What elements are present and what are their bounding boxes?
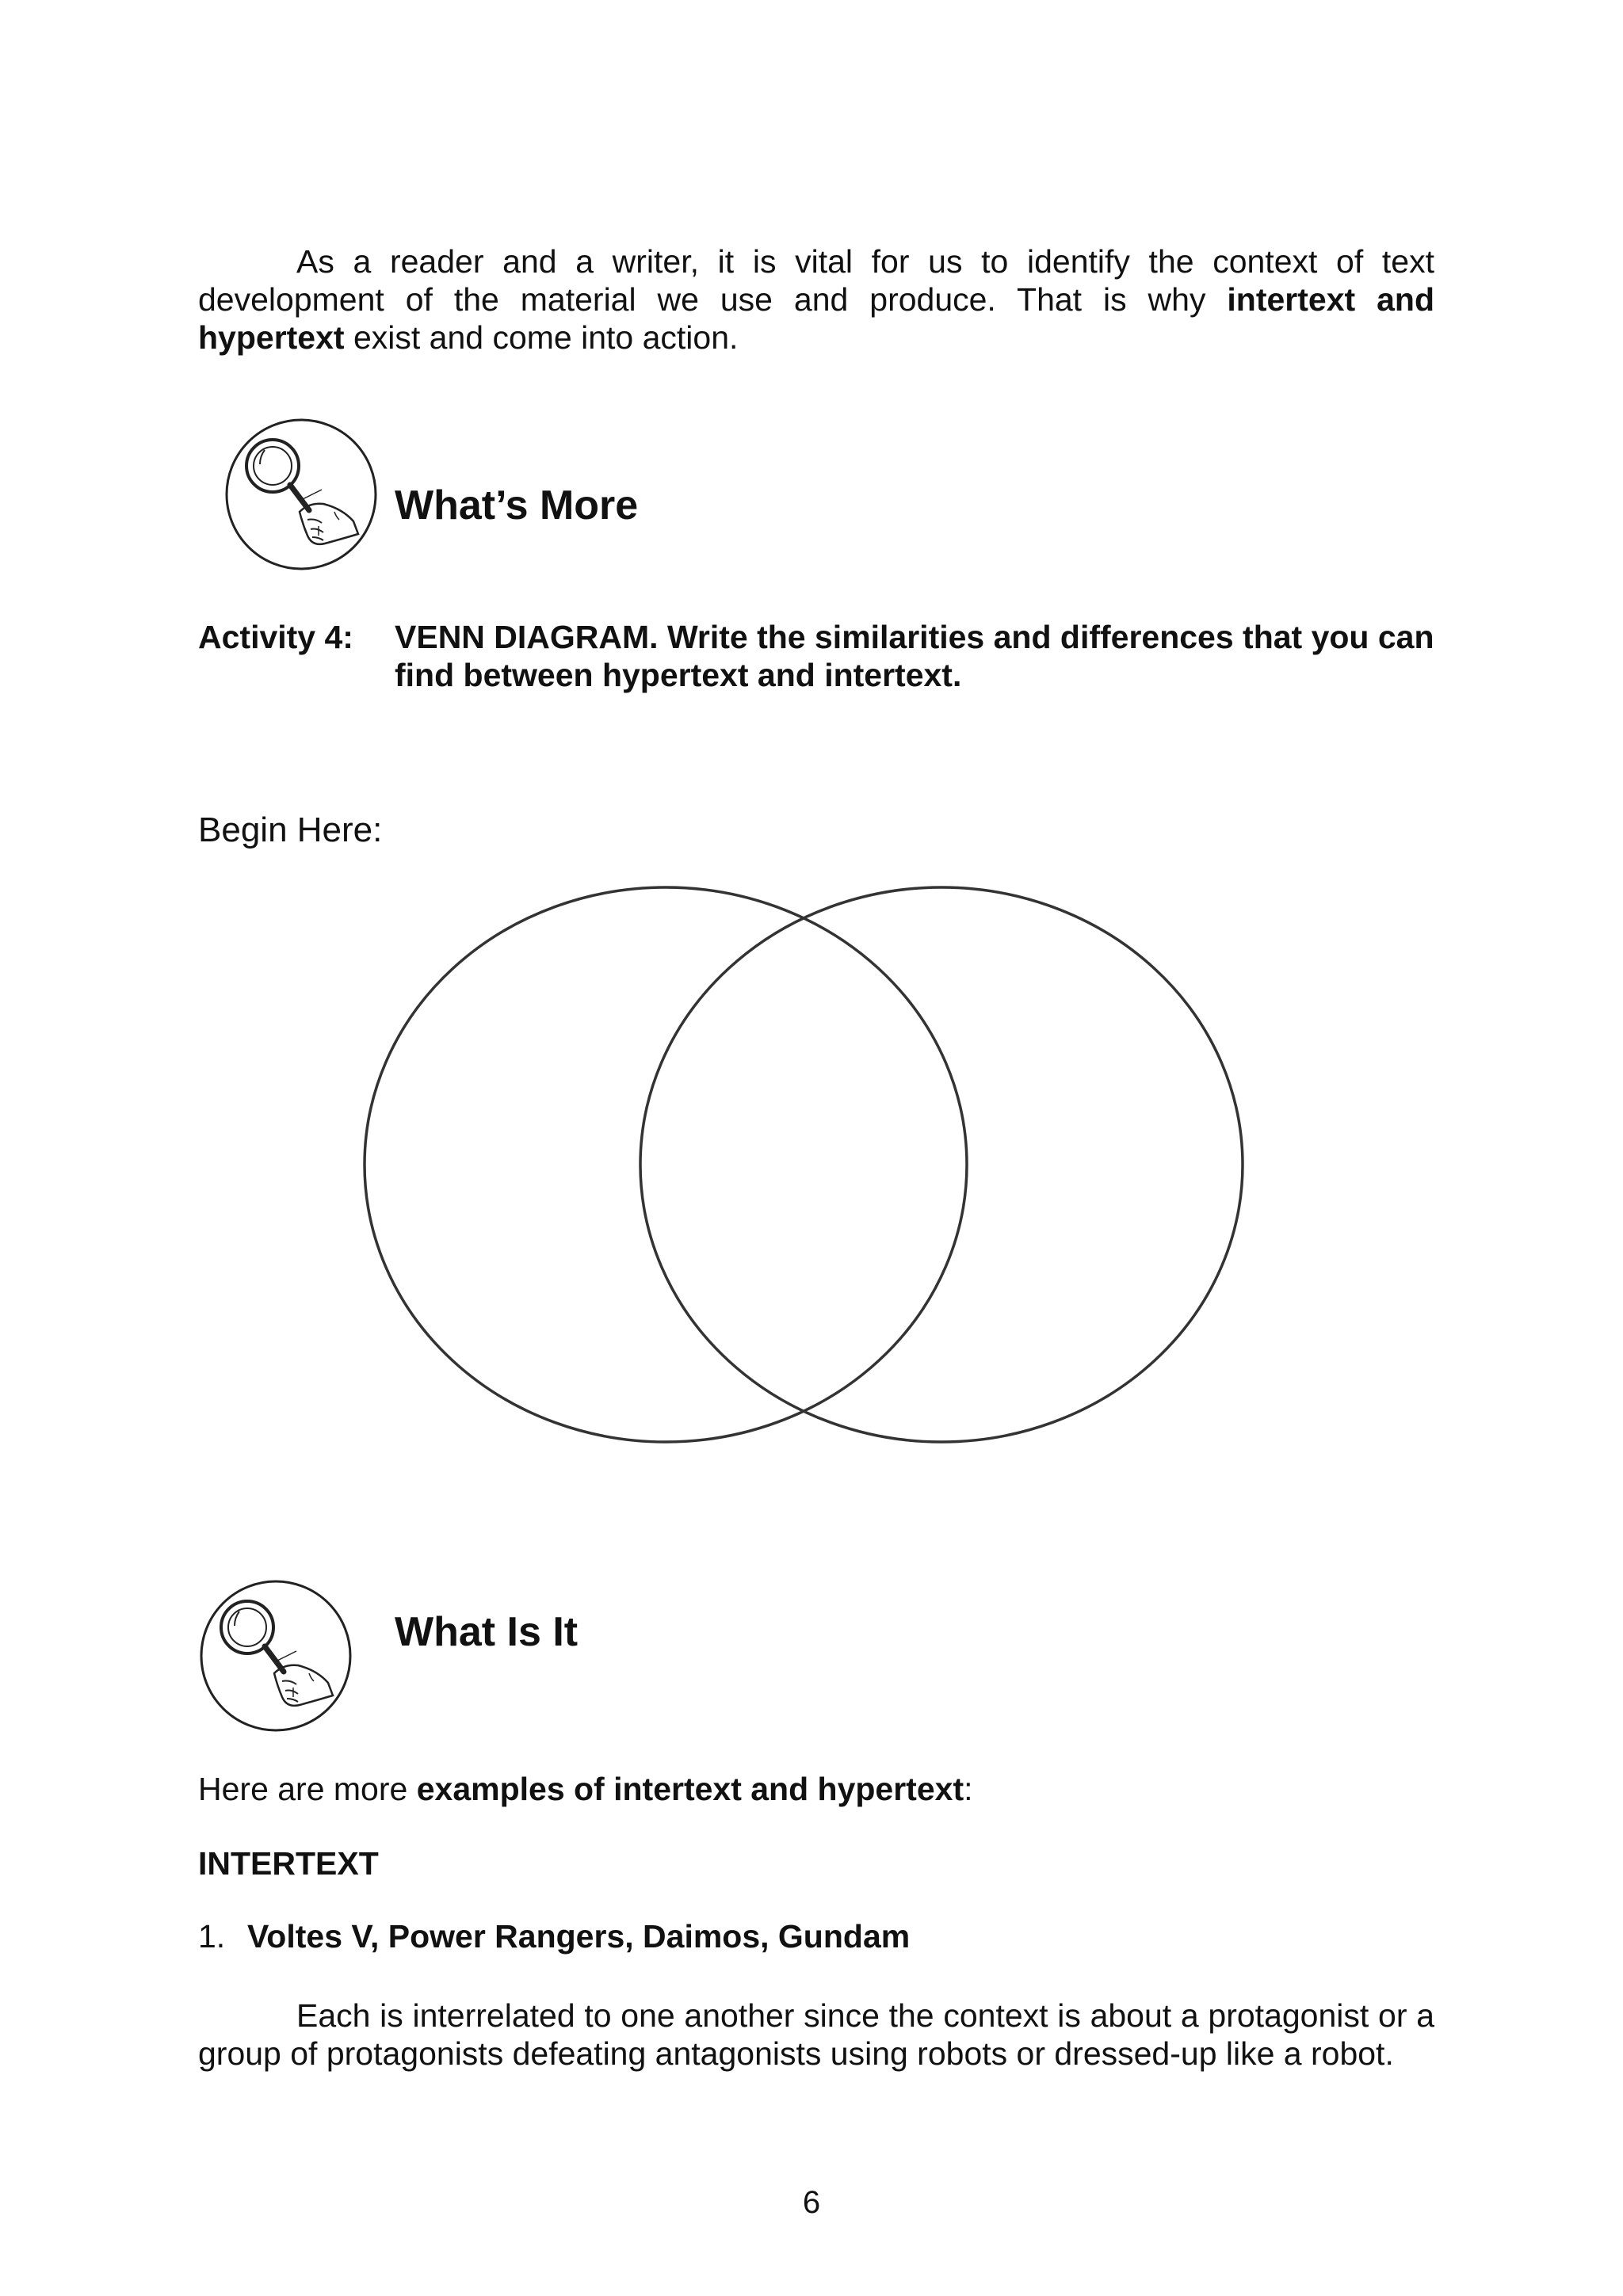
whats-more-title: What’s More — [395, 482, 639, 528]
page-number: 6 — [802, 2185, 821, 2220]
examples-bold-text: examples of intertext and hypertext — [416, 1771, 964, 1807]
venn-right-circle — [640, 887, 1243, 1442]
activity-block — [198, 618, 1434, 694]
venn-left-circle — [365, 887, 967, 1442]
intertext-heading: INTERTEXT — [198, 1845, 379, 1882]
magnifying-glass-hand-icon — [223, 417, 379, 572]
intro-bold-text: intertext and hypertext — [198, 281, 1434, 356]
list-item-title: Voltes V, Power Rangers, Daimos, Gundam — [247, 1918, 911, 1955]
venn-diagram — [341, 864, 1260, 1466]
list-item — [198, 1917, 910, 1955]
activity-instruction: VENN DIAGRAM. Write the similarities and differences that you can find between hypertext and intertext. — [395, 619, 1434, 693]
what-is-it-title: What Is It — [395, 1609, 579, 1655]
examples-text: Here are more — [198, 1771, 417, 1807]
examples-paragraph — [198, 1770, 1434, 1808]
magnifying-glass-hand-icon — [198, 1578, 353, 1733]
intro-text: As a reader and a writer, it is vital for us to identify the context of text development of the material we use and produce. That is why — [198, 243, 1434, 318]
intro-paragraph — [198, 242, 1434, 357]
item-description: Each is interrelated to one another since the context is about a protagonist or a group of protagonists defeating antagonists using robots or dressed-up like a robot. — [198, 1997, 1434, 2072]
activity-label: Activity 4: — [198, 619, 353, 655]
examples-text-end: : — [964, 1771, 973, 1807]
begin-here-label: Begin Here: — [198, 810, 383, 849]
list-item-number: 1. — [198, 1918, 226, 1955]
intro-text-end: exist and come into action. — [344, 319, 739, 356]
